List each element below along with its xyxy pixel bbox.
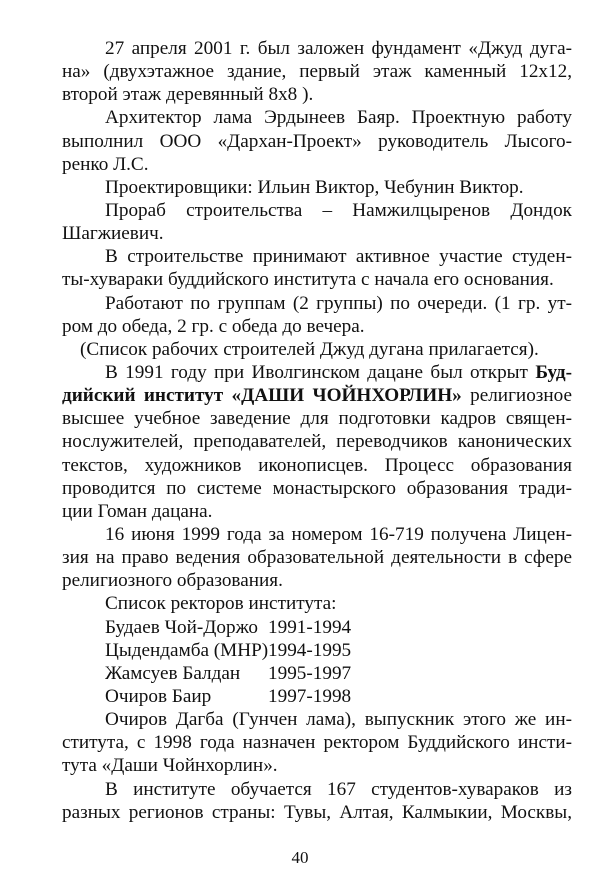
bold-text: Буд- <box>535 361 572 383</box>
text-line <box>62 384 572 407</box>
rector-years: 1994-1995 <box>268 639 352 661</box>
text-line: зия на право ведения образовательной деятельности в сфере <box>62 547 572 569</box>
text-line: Прораб строительства – Намжилцыренов Дондок <box>105 199 572 221</box>
text-line: второй этаж деревянный 8х8 ). <box>62 84 314 106</box>
bold-text: дийский институт «ДАШИ ЧОЙНХОРЛИН» <box>62 385 462 407</box>
text-line: на» (двухэтажное здание, первый этаж каменный 12х12, <box>62 61 572 83</box>
text-line <box>62 361 572 384</box>
rector-name: Очиров Баир <box>105 685 212 707</box>
text-line: ститута, с 1998 года назначен ректором Буддийского инсти- <box>62 732 572 754</box>
text-line: ции Гоман дацана. <box>62 500 213 522</box>
text-line: проводится по системе монастырского образования тради- <box>62 477 572 499</box>
text-line: высшее учебное заведение для подготовки кадров священ- <box>62 408 572 430</box>
text-line: тута «Даши Чойнхорлин». <box>62 755 278 777</box>
text-line: 16 июня 1999 года за номером 16-719 получена Лицен- <box>105 523 572 545</box>
text-line: Работают по группам (2 группы) по очереди. (1 гр. ут- <box>105 292 572 314</box>
rector-row <box>62 662 572 685</box>
rector-name: Будаев Чой-Доржо <box>105 616 258 638</box>
text-line: текстов, художников иконописцев. Процесс образования <box>62 454 572 476</box>
page-body <box>62 37 572 824</box>
rector-row <box>62 685 572 708</box>
text-line: (Список рабочих строителей Джуд дугана прилагается). <box>80 338 539 360</box>
rector-name: Цыдендамба (МНР) <box>105 639 269 661</box>
text-line: нослужителей, преподавателей, переводчиков канонических <box>62 431 572 453</box>
text-line: Список ректоров института: <box>105 593 337 615</box>
rector-row <box>62 616 572 639</box>
text-line: Шагжиевич. <box>62 223 164 245</box>
text-line: 27 апреля 2001 г. был заложен фундамент «Джуд дуга- <box>105 38 572 59</box>
text-line: В строительстве принимают активное участие студен- <box>105 246 572 268</box>
text-line: ренко Л.С. <box>62 153 149 175</box>
rector-years: 1997-1998 <box>268 685 352 707</box>
text-line: В институте обучается 167 студентов-хувараков из <box>105 778 572 800</box>
rector-years: 1991-1994 <box>268 616 352 638</box>
text-line: ты-хувараки буддийского института с начала его основания. <box>62 269 554 291</box>
text-span: религиозное <box>470 385 572 407</box>
text-line: Очиров Дагба (Гунчен лама), выпускник этого же ин- <box>105 709 572 731</box>
text-line: ром до обеда, 2 гр. с обеда до вечера. <box>62 315 365 337</box>
text-span: В 1991 году при Иволгинском дацане был открыт <box>105 361 528 383</box>
rector-years: 1995-1997 <box>268 662 352 684</box>
text-line: Архитектор лама Эрдынеев Баяр. Проектную работу <box>105 107 572 129</box>
text-line: выполнил ООО «Дархан-Проект» руководитель Лысого- <box>62 130 572 152</box>
rector-name: Жамсуев Балдан <box>105 662 241 684</box>
text-line: религиозного образования. <box>62 570 283 592</box>
page-number: 40 <box>291 848 309 867</box>
rector-row <box>62 639 572 662</box>
text-line: разных регионов страны: Тувы, Алтая, Калмыкии, Москвы, <box>62 801 572 823</box>
text-line: Проектировщики: Ильин Виктор, Чебунин Виктор. <box>105 176 524 198</box>
